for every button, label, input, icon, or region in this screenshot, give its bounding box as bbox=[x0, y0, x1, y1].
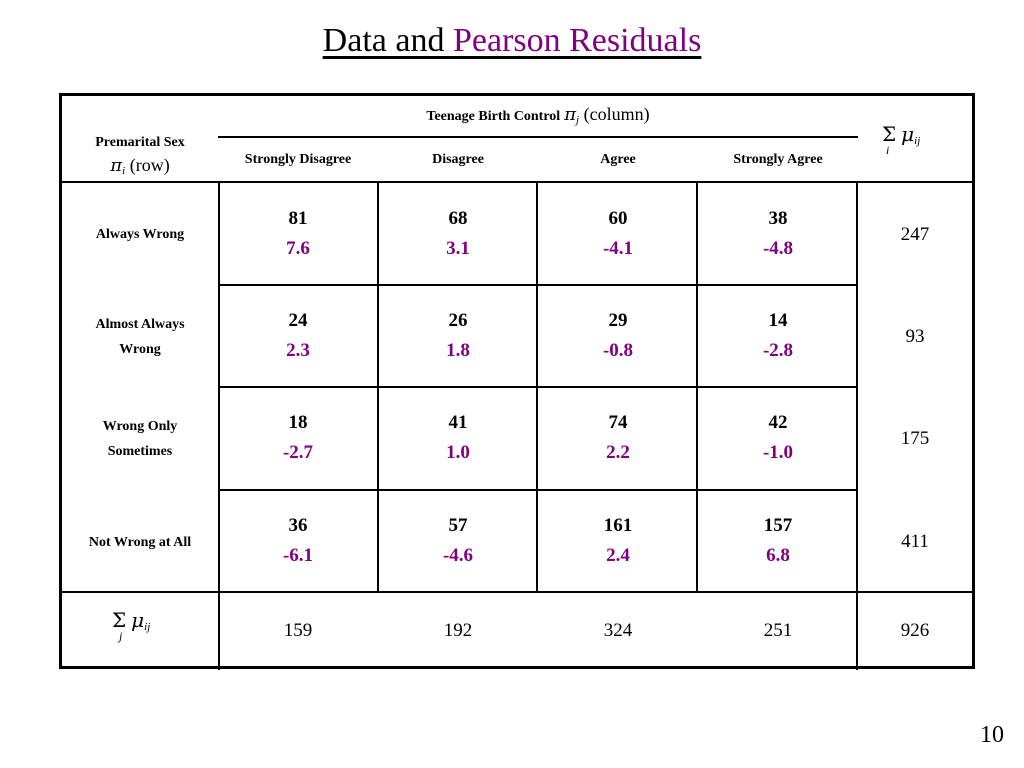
mu-subscript: ij bbox=[914, 135, 921, 147]
cell-count: 41 bbox=[448, 412, 468, 433]
page-number: 10 bbox=[980, 722, 1004, 748]
data-cell bbox=[218, 511, 378, 571]
row-sum-header bbox=[882, 122, 952, 158]
cell-count: 68 bbox=[448, 208, 468, 229]
cell-count: 57 bbox=[448, 515, 468, 536]
row-variable-header bbox=[62, 132, 218, 182]
cell-residual: 1.0 bbox=[446, 442, 470, 463]
grand-total: 926 bbox=[900, 620, 930, 641]
row-label-not-wrong-at-all bbox=[62, 530, 218, 555]
data-cell bbox=[218, 408, 378, 468]
data-cell bbox=[538, 204, 698, 264]
data-cell bbox=[378, 408, 538, 468]
column-sum-index: j bbox=[119, 629, 123, 643]
cell-residual: 2.3 bbox=[286, 340, 310, 361]
row-sum-index: i bbox=[886, 143, 890, 157]
cell-count: 29 bbox=[608, 310, 628, 331]
cell-residual: -2.8 bbox=[762, 340, 794, 361]
data-cell bbox=[698, 204, 858, 264]
cell-count: 14 bbox=[768, 310, 788, 331]
row-label-line: Always Wrong bbox=[95, 227, 185, 242]
cell-count: 74 bbox=[608, 412, 628, 433]
column-sum-header bbox=[112, 608, 192, 644]
column-variable-label: Teenage Birth Control bbox=[426, 109, 561, 124]
mu-icon: μ bbox=[131, 608, 145, 632]
row-total: 411 bbox=[901, 531, 929, 552]
row-label-wrong-only-sometimes bbox=[62, 414, 218, 464]
data-cell bbox=[538, 306, 698, 366]
pi-symbol-col: π bbox=[564, 104, 577, 125]
row-label-line: Wrong Only bbox=[102, 419, 178, 434]
column-total: 159 bbox=[283, 620, 313, 641]
cell-residual: -1.0 bbox=[762, 442, 794, 463]
contingency-table bbox=[59, 93, 975, 669]
data-cell bbox=[218, 306, 378, 366]
mu-icon: μ bbox=[901, 122, 915, 146]
sigma-icon: Σ bbox=[882, 122, 897, 146]
row-label-line: Sometimes bbox=[107, 444, 173, 459]
data-cell bbox=[698, 511, 858, 571]
cell-residual: 6.8 bbox=[766, 545, 790, 566]
row-label-line: Almost Always bbox=[95, 317, 185, 332]
slide-title bbox=[0, 22, 1024, 60]
cell-count: 81 bbox=[288, 208, 308, 229]
row-suffix: (row) bbox=[125, 155, 170, 175]
cell-count: 161 bbox=[603, 515, 633, 536]
data-cell bbox=[698, 408, 858, 468]
mu-subscript: ij bbox=[144, 621, 151, 633]
row-label-almost-always-wrong bbox=[62, 312, 218, 362]
cell-residual: -4.6 bbox=[442, 545, 474, 566]
cell-residual: -4.8 bbox=[762, 238, 794, 259]
pi-row-subscript: i bbox=[122, 165, 126, 177]
cell-count: 38 bbox=[768, 208, 788, 229]
cell-count: 60 bbox=[608, 208, 628, 229]
cell-count: 26 bbox=[448, 310, 468, 331]
column-header-disagree: Disagree bbox=[432, 152, 484, 167]
sigma-icon: Σ bbox=[112, 608, 127, 632]
column-header-strongly-disagree: Strongly Disagree bbox=[244, 152, 352, 167]
row-label-line: Not Wrong at All bbox=[88, 535, 192, 550]
cell-count: 42 bbox=[768, 412, 788, 433]
data-cell bbox=[378, 204, 538, 264]
data-cell bbox=[218, 204, 378, 264]
data-cell bbox=[538, 408, 698, 468]
title-highlight: Pearson Residuals bbox=[452, 22, 702, 59]
column-suffix: (column) bbox=[579, 104, 650, 124]
row-total: 93 bbox=[905, 326, 925, 347]
row-total: 247 bbox=[900, 224, 930, 245]
data-cell bbox=[378, 306, 538, 366]
cell-count: 157 bbox=[763, 515, 793, 536]
cell-residual: 1.8 bbox=[446, 340, 470, 361]
cell-residual: -2.7 bbox=[282, 442, 314, 463]
cell-residual: 3.1 bbox=[446, 238, 470, 259]
row-label-always-wrong bbox=[62, 222, 218, 247]
cell-residual: 2.2 bbox=[606, 442, 630, 463]
cell-residual: 2.4 bbox=[606, 545, 630, 566]
cell-residual: 7.6 bbox=[286, 238, 310, 259]
column-variable-header bbox=[218, 104, 858, 126]
pi-col-subscript: j bbox=[576, 114, 580, 126]
column-total: 192 bbox=[443, 620, 473, 641]
column-header-agree: Agree bbox=[600, 152, 636, 167]
cell-residual: -6.1 bbox=[282, 545, 314, 566]
data-cell bbox=[538, 511, 698, 571]
cell-residual: -0.8 bbox=[602, 340, 634, 361]
cell-residual: -4.1 bbox=[602, 238, 634, 259]
row-total: 175 bbox=[900, 428, 930, 449]
column-total: 324 bbox=[603, 620, 633, 641]
pi-symbol: π bbox=[110, 155, 123, 176]
row-variable-label: Premarital Sex bbox=[95, 135, 185, 150]
data-cell bbox=[698, 306, 858, 366]
cell-count: 18 bbox=[288, 412, 308, 433]
data-cell bbox=[378, 511, 538, 571]
column-total: 251 bbox=[763, 620, 793, 641]
row-label-line: Wrong bbox=[119, 342, 161, 357]
column-header-strongly-agree: Strongly Agree bbox=[733, 152, 823, 167]
title-plain: Data and bbox=[322, 22, 453, 59]
cell-count: 36 bbox=[288, 515, 308, 536]
cell-count: 24 bbox=[288, 310, 308, 331]
